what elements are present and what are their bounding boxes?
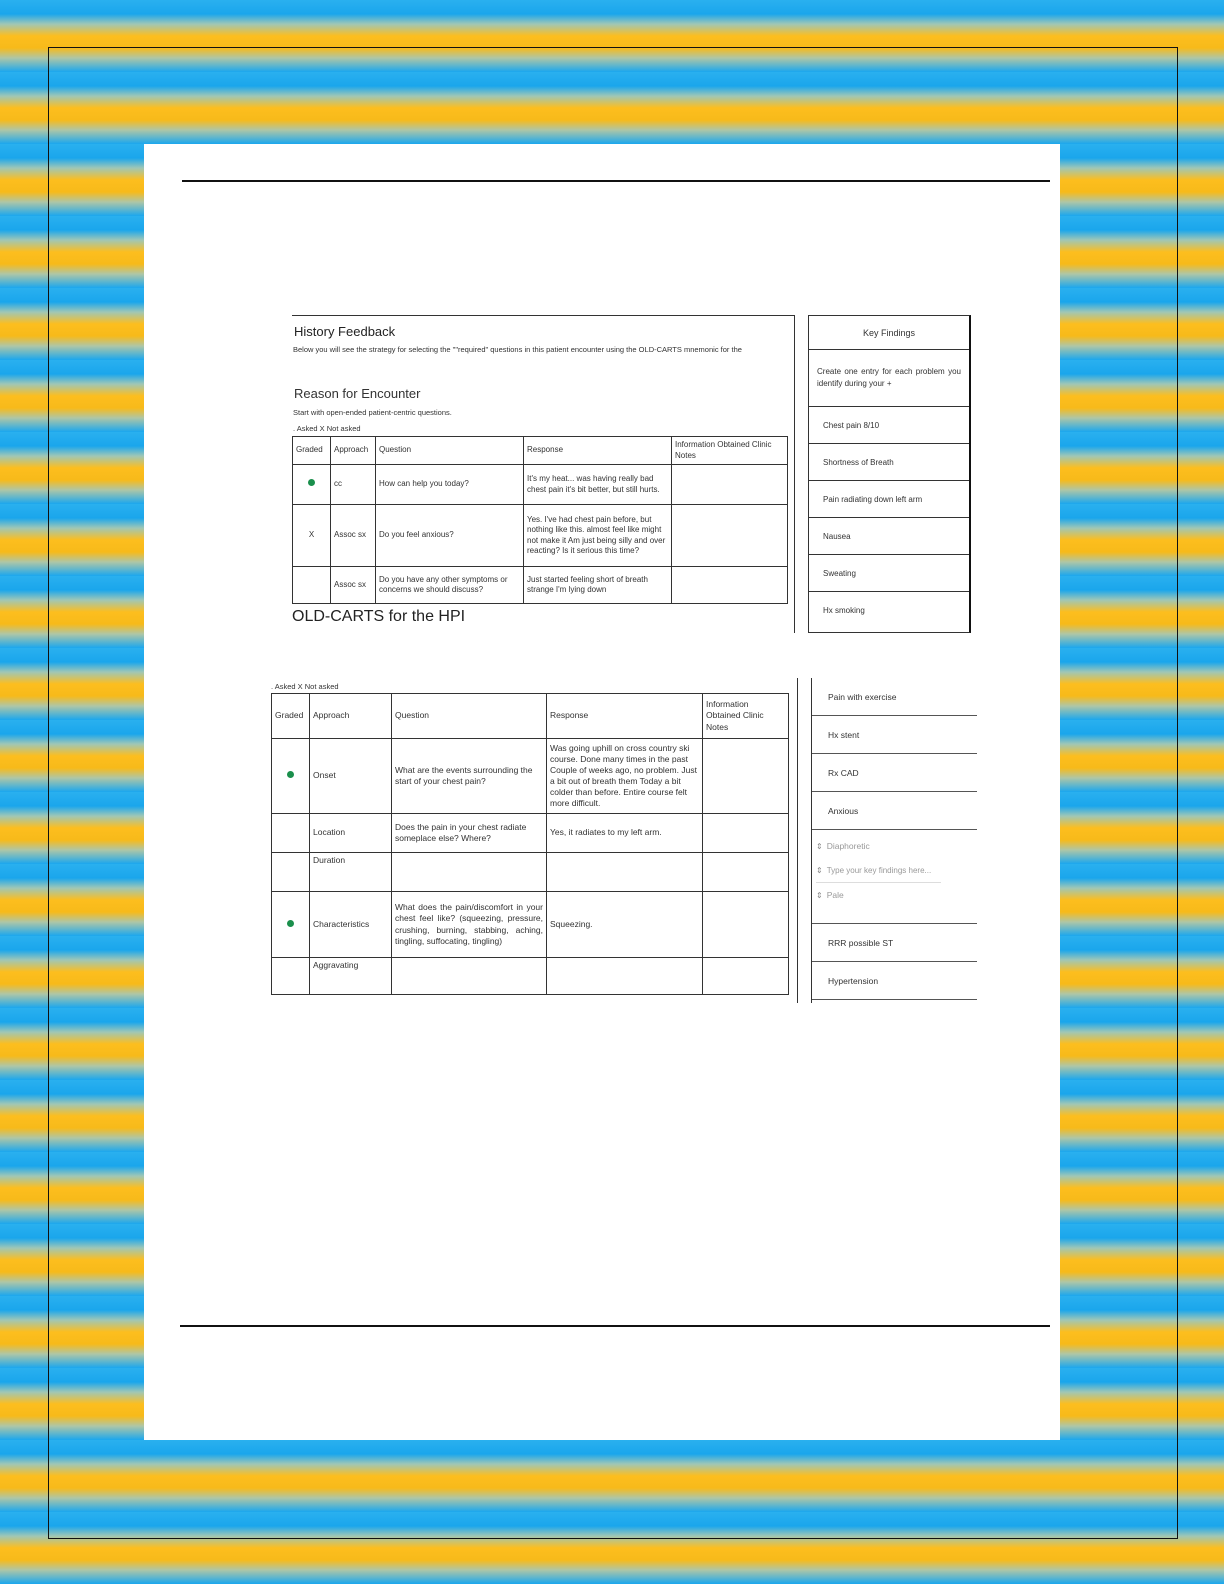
reorder-handle-icon[interactable]: ⇕	[816, 890, 823, 900]
response-cell: Squeezing.	[547, 892, 703, 958]
key-finding-item[interactable]: Hx smoking	[823, 606, 865, 615]
response-cell: Yes. I've had chest pain before, but nothing like this. almost feel like might not make it Am just being silly and over reacting? Is it serious this time?	[524, 505, 672, 567]
reason-heading: Reason for Encounter	[294, 386, 421, 401]
approach-cell: Characteristics	[310, 892, 392, 958]
response-cell	[547, 958, 703, 995]
response-cell: Was going uphill on cross country ski course. Done many times in the past Couple of weeks ago, no problem. Just a bit out of breath them Today a bit colder than before. Entire course felt more difficult.	[547, 739, 703, 814]
header-question: Question	[376, 437, 524, 465]
graded-cell	[293, 465, 331, 505]
header-approach: Approach	[331, 437, 376, 465]
header-graded: Graded	[293, 437, 331, 465]
start-note: Start with open-ended patient-centric questions.	[293, 408, 452, 417]
history-feedback-intro: Below you will see the strategy for selecting the ""required" questions in this patient encounter using the OLD-CARTS mnemonic for the	[293, 345, 742, 354]
graded-cell	[272, 958, 310, 995]
table-row	[272, 739, 789, 814]
approach-cell: Onset	[310, 739, 392, 814]
key-findings-instruction: Create one entry for each problem you identify during your +	[809, 350, 969, 407]
question-cell: Do you feel anxious?	[376, 505, 524, 567]
key-finding-text: Diaphoretic	[826, 841, 870, 851]
history-feedback-title: History Feedback	[294, 324, 396, 339]
key-finding-item[interactable]: Chest pain 8/10	[809, 407, 969, 444]
question-cell	[392, 853, 547, 892]
question-cell: Does the pain in your chest radiate someplace else? Where?	[392, 814, 547, 853]
key-finding-entry[interactable]	[816, 834, 973, 858]
header-question: Question	[392, 694, 547, 739]
notes-cell[interactable]	[703, 853, 789, 892]
key-finding-item[interactable]: Pain with exercise	[812, 678, 977, 716]
table-row	[272, 958, 789, 995]
approach-cell: Duration	[310, 853, 392, 892]
header-notes: Information Obtained Clinic Notes	[672, 437, 788, 465]
oldcarts-table	[271, 693, 789, 995]
approach-cell: Location	[310, 814, 392, 853]
table-row	[272, 892, 789, 958]
graded-cell	[272, 739, 310, 814]
graded-cell	[293, 567, 331, 604]
graded-cell	[272, 892, 310, 958]
response-cell: It's my heat... was having really bad chest pain it's bit better, but still hurts.	[524, 465, 672, 505]
oldcarts-heading: OLD-CARTS for the HPI	[292, 608, 466, 625]
notes-cell[interactable]	[672, 505, 788, 567]
table-header-row	[293, 437, 788, 465]
key-finding-entry[interactable]	[816, 858, 941, 883]
oldcarts-legend: . Asked X Not asked	[271, 682, 339, 691]
asked-dot-icon	[287, 920, 294, 927]
not-asked-x-icon: X	[293, 505, 331, 567]
key-findings-panel-continued	[811, 678, 977, 1003]
key-finding-item[interactable]: Shortness of Breath	[809, 444, 969, 481]
footer-rule	[180, 1325, 1050, 1327]
approach-cell: Aggravating	[310, 958, 392, 995]
header-rule	[182, 180, 1050, 182]
header-response: Response	[547, 694, 703, 739]
question-cell: What are the events surrounding the start of your chest pain?	[392, 739, 547, 814]
notes-cell[interactable]	[703, 892, 789, 958]
key-finding-item[interactable]: Sweating	[809, 555, 969, 592]
response-cell: Just started feeling short of breath strange I'm lying down	[524, 567, 672, 604]
key-finding-input[interactable]: Type your key findings here...	[826, 865, 932, 875]
reason-table	[292, 436, 788, 604]
key-finding-item[interactable]: Anxious	[812, 792, 977, 830]
key-findings-panel	[808, 315, 971, 633]
asked-dot-icon	[287, 771, 294, 778]
question-cell: What does the pain/discomfort in your chest feel like? (squeezing, pressure, crushing, burning, stabbing, aching, tingling, suffocating, tingling)	[392, 892, 547, 958]
key-finding-editor	[812, 830, 977, 924]
reorder-handle-icon[interactable]: ⇕	[816, 841, 823, 851]
header-approach: Approach	[310, 694, 392, 739]
key-findings-title: Key Findings	[809, 316, 969, 350]
table-row	[293, 505, 788, 567]
notes-cell[interactable]	[703, 739, 789, 814]
table-row	[272, 853, 789, 892]
key-finding-item[interactable]: Rx CAD	[812, 754, 977, 792]
notes-cell[interactable]	[703, 814, 789, 853]
question-cell: Do you have any other symptoms or concerns we should discuss?	[376, 567, 524, 604]
table-row	[293, 465, 788, 505]
table-row	[272, 814, 789, 853]
table-row	[293, 567, 788, 604]
asked-dot-icon	[308, 479, 315, 486]
key-finding-item[interactable]: Hx stent	[812, 716, 977, 754]
key-finding-item[interactable]: RRR possible ST	[812, 924, 977, 962]
header-graded: Graded	[272, 694, 310, 739]
key-finding-entry[interactable]	[816, 883, 973, 907]
graded-cell	[272, 814, 310, 853]
question-cell	[392, 958, 547, 995]
table-header-row	[272, 694, 789, 739]
legend: . Asked X Not asked	[293, 424, 361, 433]
graded-cell	[272, 853, 310, 892]
notes-cell[interactable]	[703, 958, 789, 995]
reorder-handle-icon[interactable]: ⇕	[816, 865, 823, 875]
response-cell	[547, 853, 703, 892]
approach-cell: cc	[331, 465, 376, 505]
header-notes: Information Obtained Clinic Notes	[703, 694, 789, 739]
key-finding-item[interactable]: Hypertension	[812, 962, 977, 1000]
question-cell: How can help you today?	[376, 465, 524, 505]
notes-cell[interactable]	[672, 465, 788, 505]
divider	[797, 678, 798, 1003]
key-finding-item[interactable]: Pain radiating down left arm	[809, 481, 969, 518]
header-response: Response	[524, 437, 672, 465]
response-cell: Yes, it radiates to my left arm.	[547, 814, 703, 853]
approach-cell: Assoc sx	[331, 505, 376, 567]
key-finding-text: Pale	[826, 890, 844, 900]
key-finding-item[interactable]: Nausea	[809, 518, 969, 555]
notes-cell[interactable]	[672, 567, 788, 604]
approach-cell: Assoc sx	[331, 567, 376, 604]
